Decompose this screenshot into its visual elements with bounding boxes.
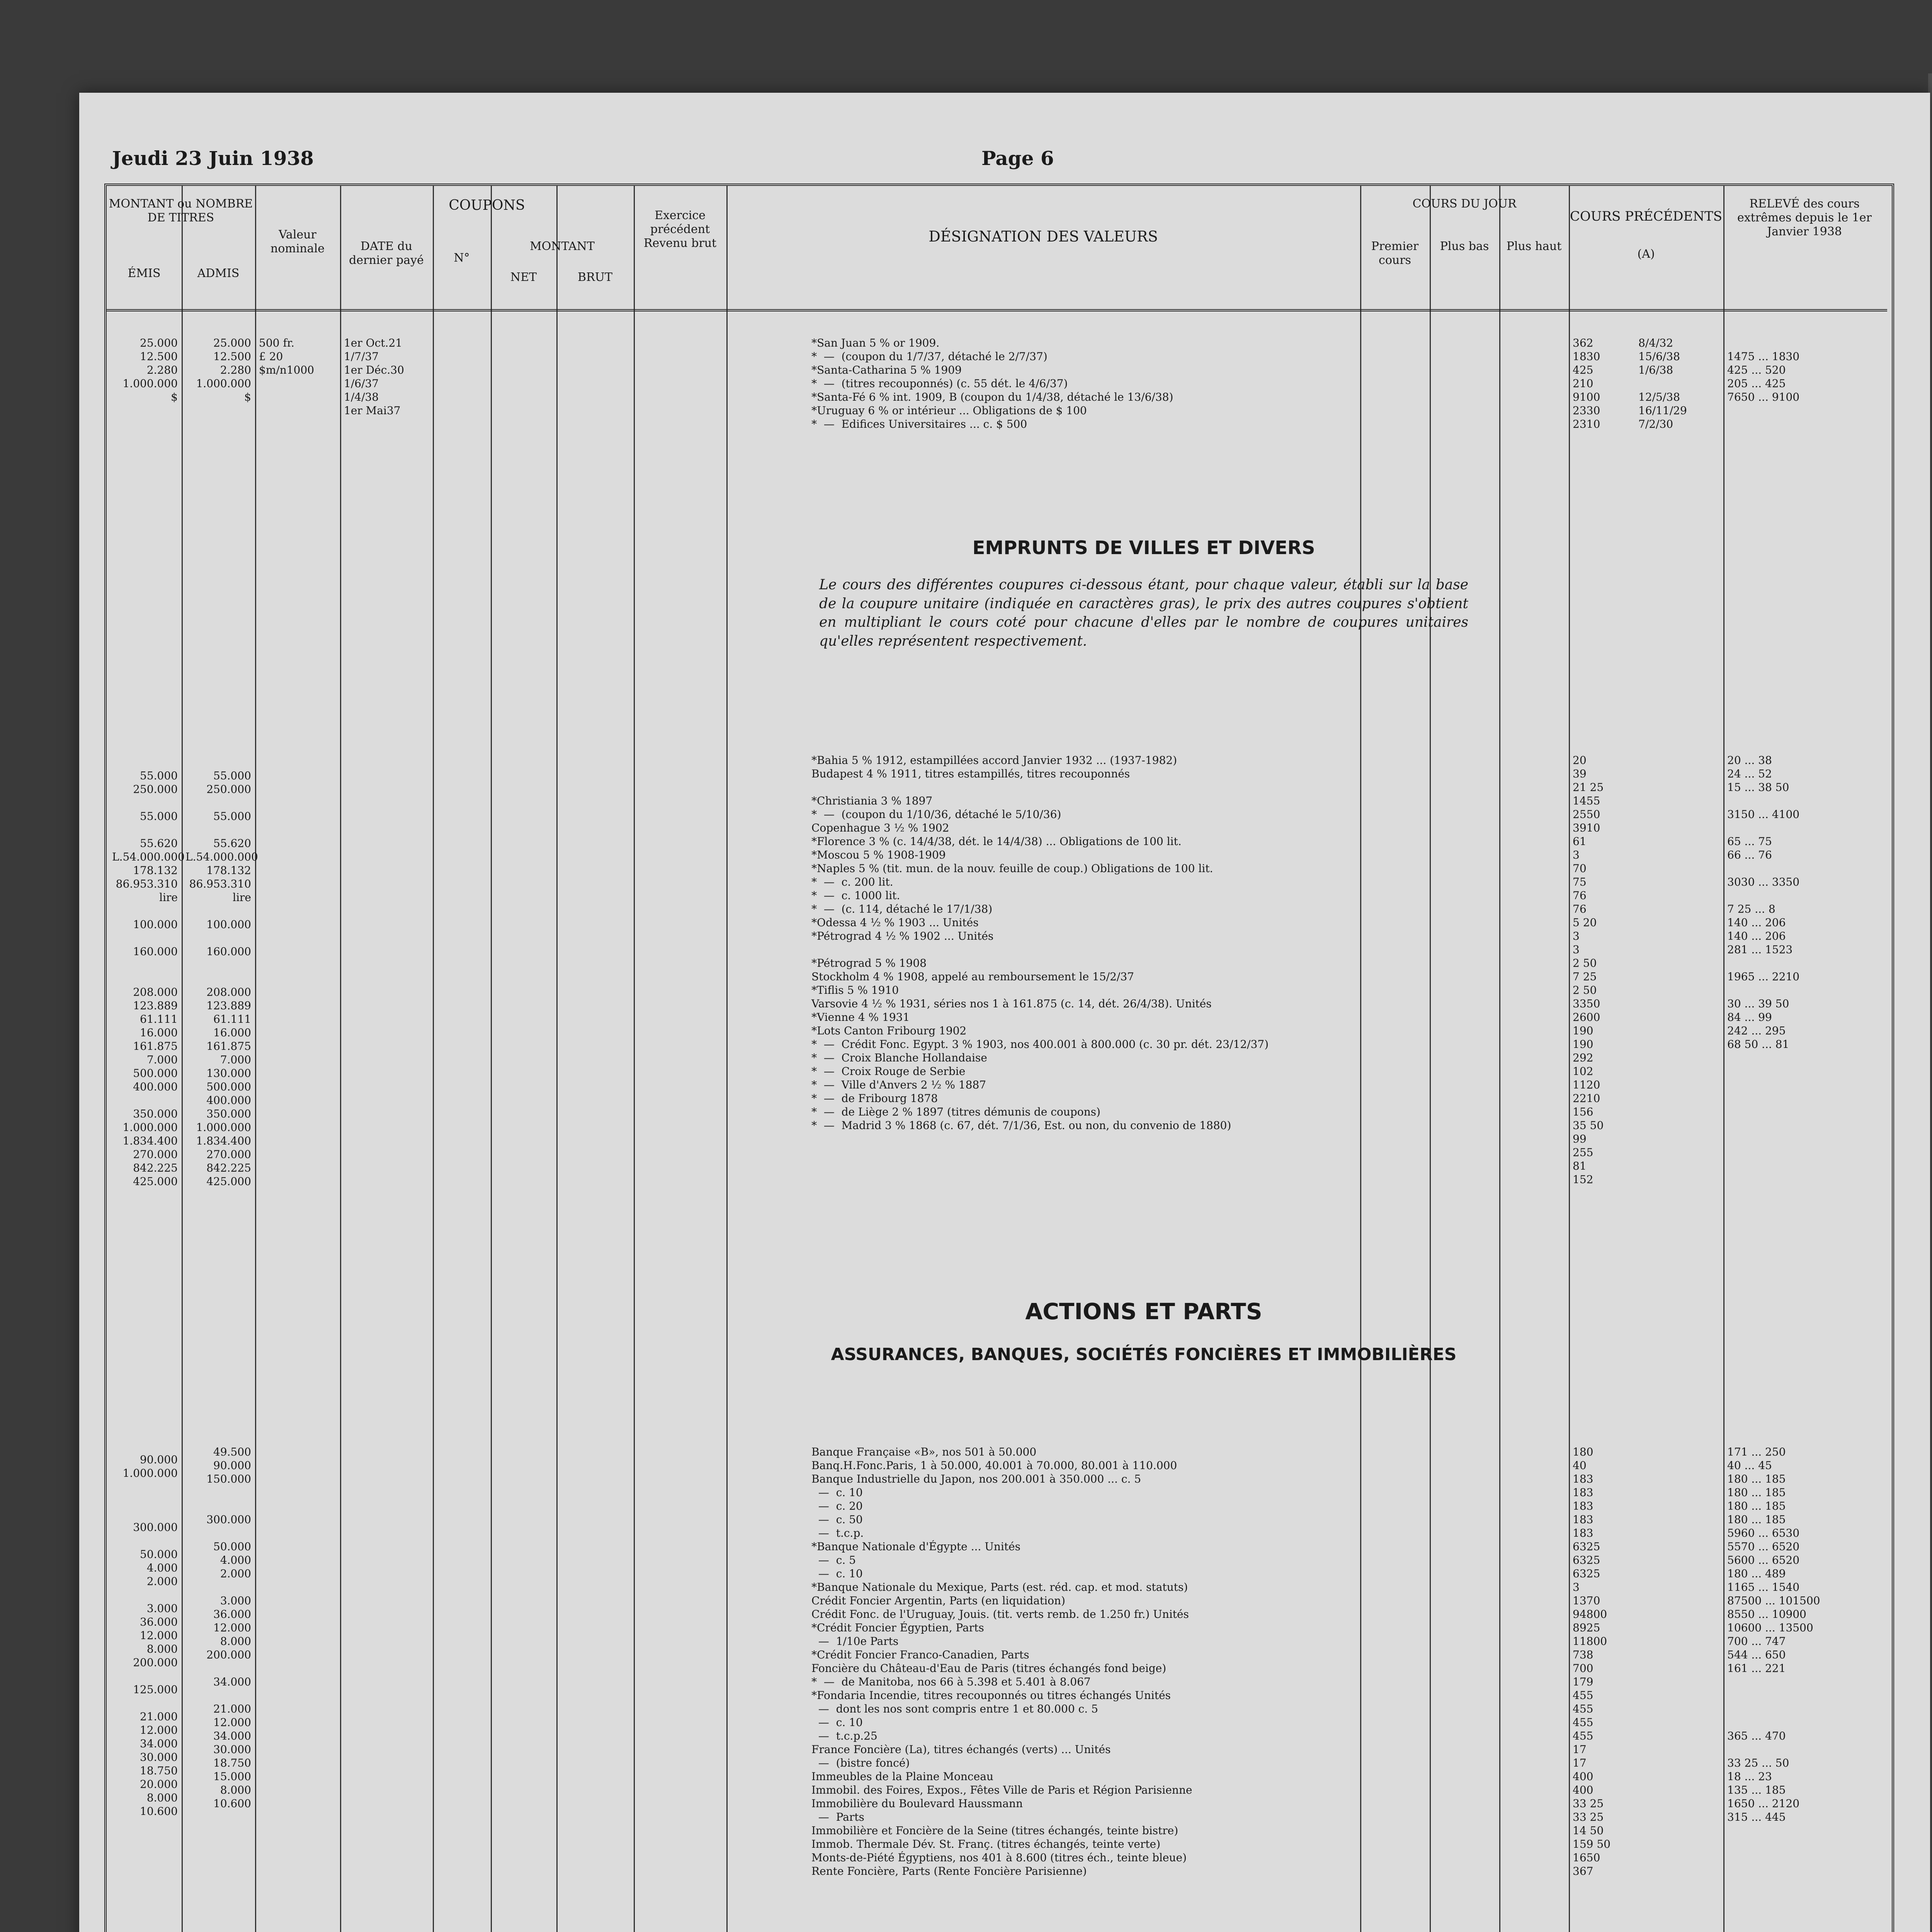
b1-releve: 1475 ... 1830 425 ... 520 205 ... 425 7650 ... 9100 <box>1727 350 1800 403</box>
b1-cours-prec-date: 8/4/32 15/6/38 1/6/38 12/5/38 16/11/29 7/2/30 <box>1638 337 1687 430</box>
b3-cours-prec: 180 40 183 183 183 183 183 6325 6325 6325 3 1370 94800 8925 11800 738 700 179 455 455 455 455 17 17 400 400 33 25 33 25 14 50 159 50 1650 367 <box>1573 1446 1611 1878</box>
header-emis: ÉMIS <box>128 267 161 280</box>
header-net: NET <box>510 270 537 284</box>
section-assurances: ASSURANCES, BANQUES, SOCIÉTÉS FONCIÈRES ET IMMOBILIÈRES <box>831 1345 1457 1364</box>
header-no: N° <box>454 251 470 265</box>
header-coupons: COUPONS <box>449 197 525 213</box>
column-divider <box>182 185 183 1932</box>
b1-emis: 25.000 12.500 2.280 1.000.000 $ <box>122 337 178 403</box>
column-divider <box>491 185 492 1932</box>
header-date: DATE du dernier payé <box>349 240 424 267</box>
page-date: Jeudi 23 Juin 1938 <box>112 147 314 170</box>
header-cours-jour: COURS DU JOUR <box>1412 197 1517 211</box>
header-montant-coupon: MONTANT <box>530 240 595 253</box>
b3-releve: 171 ... 250 40 ... 45 180 ... 185 180 ... 185 180 ... 185 180 ... 185 5960 ... 6530 5570 ... 6520 5600 ... 6520 180 ... 489 1165 ... 1540 87500 ... 101500 8550 ... 10900 10600 ... 13500 700 ... 747 544 ... 650 161 ... 221 365 ... 470 33 25 ... 50 18 ... 23 135 ... 185 1650 ... 2120 315 ... 445 <box>1727 1446 1820 1823</box>
column-divider <box>340 185 341 1932</box>
page-number: Page 6 <box>981 147 1054 170</box>
column-divider <box>433 185 434 1932</box>
column-divider <box>1723 185 1725 1932</box>
column-divider <box>255 185 256 1932</box>
header-cours-precedents: COURS PRÉCÉDENTS <box>1570 209 1723 224</box>
header-exercice: Exercice précédent Revenu brut <box>643 209 717 250</box>
header-releve: RELEVÉ des cours extrêmes depuis le 1er Janvier 1938 <box>1737 197 1872 238</box>
b1-designation: *San Juan 5 % or 1909. * — (coupon du 1/7/37, détaché le 2/7/37) *Santa-Catharina 5 % 1909 * — (titres recouponnés) (c. 55 dét. le 4/6/37) *Santa-Fé 6 % int. 1909, B (coupon du 1/4/38, détaché le 13/6/38) *Uruguay 6 % or intérieur ... Obligations de $ 100 * — Edifices Universitaires ... c. $ 500 <box>811 337 1173 430</box>
column-divider <box>1360 185 1361 1932</box>
b3-emis: 90.000 1.000.000 300.000 50.000 4.000 2.000 3.000 36.000 12.000 8.000 200.000 125.000 21.000 12.000 34.000 30.000 18.750 20.000 8.000 10.600 <box>122 1453 178 1818</box>
b3-designation: Banque Française «B», nos 501 à 50.000 Banq.H.Fonc.Paris, 1 à 50.000, 40.001 à 70.000, 80.001 à 110.000 Banque Industrielle du Japon, nos 200.001 à 350.000 ... c. 5 — c. 10 — c. 20 — c. 50 — t.c.p. *Banque Nationale d'Égypte ... Unités — c. 5 — c. 10 *Banque Nationale du Mexique, Parts (est. réd. cap. et mod. statuts) Crédit Foncier Argentin, Parts (en liquidation) Crédit Fonc. de l'Uruguay, Jouis. (tit. verts remb. de 1.250 fr.) Unités *Crédit Foncier Égyptien, Parts — 1/10e Parts *Crédit Foncier Franco-Canadien, Parts Foncière du Château-d'Eau de Paris (titres échangés fond beige) * — de Manitoba, nos 66 à 5.398 et 5.401 à 8.067 *Fondaria Incendie, titres recouponnés ou titres échangés Unités — dont les nos sont compris entre 1 et 80.000 c. 5 — c. 10 — t.c.p.25 France Foncière (La), titres échangés (verts) ... Unités — (bistre foncé) Immeubles de la Plaine Monceau Immobil. des Foires, Expos., Fêtes Ville de Paris et Région Parisienne Immobilière du Boulevard Haussmann — Parts Immobilière et Foncière de la Seine (titres échangés, teinte bistre) Immob. Thermale Dév. St. Franç. (titres échangés, teinte verte) Monts-de-Piété Égyptiens, nos 401 à 8.600 (titres éch., teinte bleue) Rente Foncière, Parts (Rente Foncière Parisienne) <box>811 1446 1192 1878</box>
header-valeur: Valeur nominale <box>270 228 325 255</box>
header-premier: Premier cours <box>1371 240 1419 267</box>
section-actions: ACTIONS ET PARTS <box>1025 1298 1262 1325</box>
header-montant: MONTANT ou NOMBRE DE TITRES <box>109 197 253 224</box>
scanner-background-top <box>0 0 1932 93</box>
table-header <box>107 185 1887 311</box>
column-divider <box>726 185 728 1932</box>
section-emprunts: EMPRUNTS DE VILLES ET DIVERS <box>972 537 1315 559</box>
b1-cours-prec: 362 1830 425 210 9100 2330 2310 <box>1573 337 1600 430</box>
header-admis: ADMIS <box>197 267 240 280</box>
b2-cours-prec: 20 39 21 25 1455 2550 3910 61 3 70 75 76 76 5 20 3 3 2 50 7 25 2 50 3350 2600 190 190 292 102 1120 2210 156 35 50 99 255 81 152 <box>1573 754 1604 1186</box>
b1-admis: 25.000 12.500 2.280 1.000.000 $ <box>196 337 251 403</box>
b2-admis: 55.000 250.000 55.000 55.620 L.54.000.000 178.132 86.953.310 lire 100.000 160.000 208.000 123.889 61.111 16.000 161.875 7.000 130.000 500.000 400.000 350.000 1.000.000 1.834.400 270.000 842.225 425.000 <box>185 769 258 1188</box>
b1-date: 1er Oct.21 1/7/37 1er Déc.30 1/6/37 1/4/38 1er Mai37 <box>344 337 404 417</box>
column-divider <box>1499 185 1500 1932</box>
section-intro: Le cours des différentes coupures ci-dessous étant, pour chaque valeur, établi sur la base de la coupure unitaire (indiquée en caractères gras), le prix des autres coupures s'obtient en multipliant le cours coté pour chacune d'elles par le nombre de coupures unitaires qu'elles représentent respectivement. <box>819 577 1468 649</box>
header-plus-bas: Plus bas <box>1440 240 1489 253</box>
header-cours-precedents-a: (A) <box>1637 247 1655 261</box>
column-divider <box>556 185 558 1932</box>
b3-admis: 49.500 90.000 150.000 300.000 50.000 4.000 2.000 3.000 36.000 12.000 8.000 200.000 34.000 21.000 12.000 34.000 30.000 18.750 15.000 8.000 10.600 <box>206 1446 251 1810</box>
header-designation: DÉSIGNATION DES VALEURS <box>929 228 1158 245</box>
header-brut: BRUT <box>578 270 612 284</box>
b2-emis: 55.000 250.000 55.000 55.620 L.54.000.000 178.132 86.953.310 lire 100.000 160.000 208.000 123.889 61.111 16.000 161.875 7.000 500.000 400.000 350.000 1.000.000 1.834.400 270.000 842.225 425.000 <box>112 769 185 1188</box>
column-divider <box>1430 185 1431 1932</box>
b2-designation: *Bahia 5 % 1912, estampillées accord Janvier 1932 ... (1937-1982) Budapest 4 % 1911, titres estampillés, titres recouponnés *Christiania 3 % 1897 * — (coupon du 1/10/36, détaché le 5/10/36) Copenhague 3 ½ % 1902 *Florence 3 % (c. 14/4/38, dét. le 14/4/38) ... Obligations de 100 lit. *Moscou 5 % 1908-1909 *Naples 5 % (tit. mun. de la nouv. feuille de coup.) Obligations de 100 lit. * — c. 200 lit. * — c. 1000 lit. * — (c. 114, détaché le 17/1/38) *Odessa 4 ½ % 1903 ... Unités *Pétrograd 4 ½ % 1902 ... Unités *Pétrograd 5 % 1908 Stockholm 4 % 1908, appelé au remboursement le 15/2/37 *Tiflis 5 % 1910 Varsovie 4 ½ % 1931, séries nos 1 à 161.875 (c. 14, dét. 26/4/38). Unités *Vienne 4 % 1931 *Lots Canton Fribourg 1902 * — Crédit Fonc. Egypt. 3 % 1903, nos 400.001 à 800.000 (c. 30 pr. dét. 23/12/37) * — Croix Blanche Hollandaise * — Croix Rouge de Serbie * — Ville d'Anvers 2 ½ % 1887 * — de Fribourg 1878 * — de Liège 2 % 1897 (titres démunis de coupons) * — Madrid 3 % 1868 (c. 67, dét. 7/1/36, Est. ou non, du convenio de 1880) <box>811 754 1269 1132</box>
b2-releve: 20 ... 38 24 ... 52 15 ... 38 50 3150 ... 4100 65 ... 75 66 ... 76 3030 ... 3350 7 25 ... 8 140 ... 206 140 ... 206 281 ... 1523 1965 ... 2210 30 ... 39 50 84 ... 99 242 ... 295 68 50 ... 81 <box>1727 754 1800 1051</box>
header-plus-haut: Plus haut <box>1506 240 1562 253</box>
column-divider <box>634 185 635 1932</box>
b1-valeur: 500 fr. £ 20 $m/n1000 <box>259 337 315 376</box>
column-divider <box>1569 185 1570 1932</box>
